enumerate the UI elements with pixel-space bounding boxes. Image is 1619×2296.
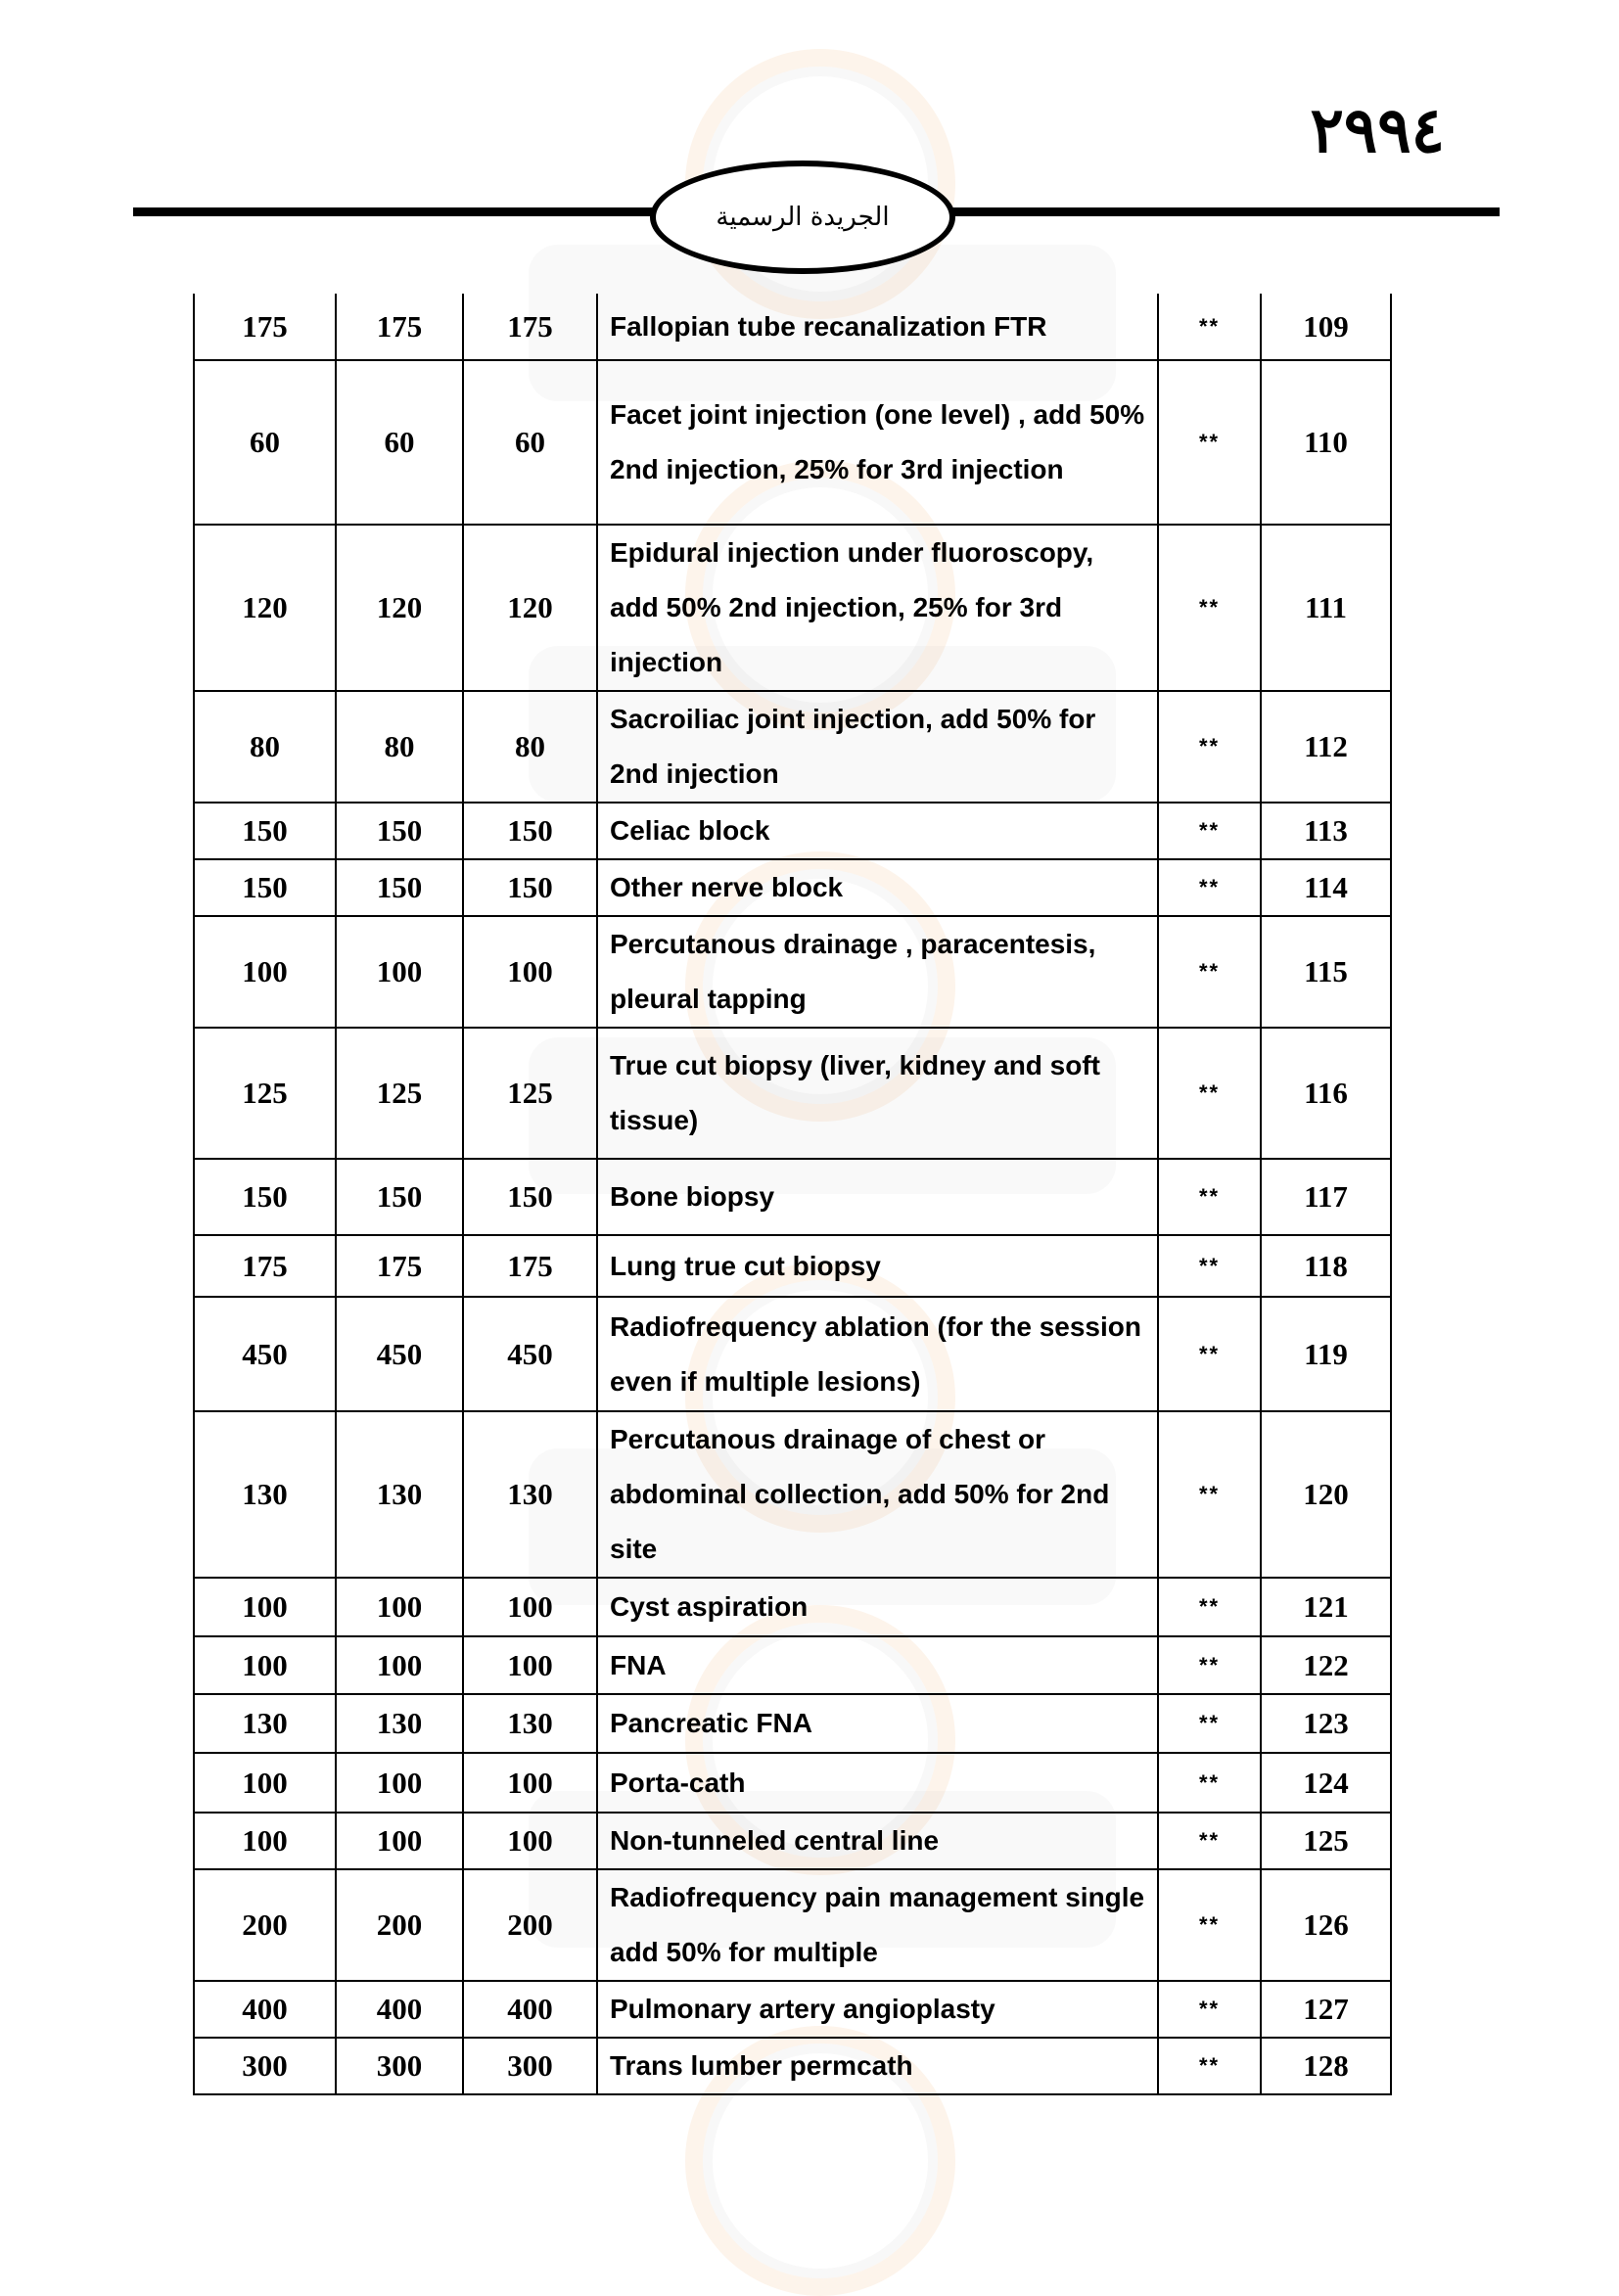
table-row	[194, 1813, 1391, 1869]
fee-value-3: 130	[463, 1411, 597, 1578]
procedure-mark: **	[1158, 1813, 1261, 1869]
fee-value-2: 120	[336, 525, 463, 691]
item-number: 122	[1261, 1636, 1391, 1694]
fee-value-2: 100	[336, 1578, 463, 1636]
fee-value-3: 100	[463, 1753, 597, 1813]
page-number: ٢٩٩٤	[1310, 94, 1445, 167]
fee-value-3: 100	[463, 1813, 597, 1869]
item-number: 126	[1261, 1869, 1391, 1981]
fee-value-3: 130	[463, 1694, 597, 1753]
table-row	[194, 916, 1391, 1028]
procedure-description: FNA	[597, 1636, 1158, 1694]
item-number: 114	[1261, 859, 1391, 916]
table-row	[194, 525, 1391, 691]
fee-value-1: 100	[194, 1636, 336, 1694]
fee-value-2: 150	[336, 859, 463, 916]
procedure-description: Epidural injection under fluoroscopy, add 50% 2nd injection, 25% for 3rd injection	[597, 525, 1158, 691]
fee-value-2: 130	[336, 1411, 463, 1578]
table-row	[194, 691, 1391, 803]
fee-value-2: 130	[336, 1694, 463, 1753]
procedure-mark: **	[1158, 1981, 1261, 2038]
fee-value-1: 100	[194, 1578, 336, 1636]
fee-value-3: 150	[463, 803, 597, 859]
procedure-mark: **	[1158, 360, 1261, 525]
table-row	[194, 803, 1391, 859]
procedure-mark: **	[1158, 1694, 1261, 1753]
fee-table	[193, 294, 1392, 2095]
table-row	[194, 1636, 1391, 1694]
fee-value-3: 120	[463, 525, 597, 691]
table-row	[194, 1694, 1391, 1753]
procedure-description: Porta-cath	[597, 1753, 1158, 1813]
fee-value-2: 60	[336, 360, 463, 525]
procedure-description: Radiofrequency pain management single add 50% for multiple	[597, 1869, 1158, 1981]
fee-value-2: 125	[336, 1028, 463, 1159]
procedure-mark: **	[1158, 803, 1261, 859]
fee-value-3: 100	[463, 916, 597, 1028]
item-number: 117	[1261, 1159, 1391, 1235]
table-row	[194, 1159, 1391, 1235]
fee-value-2: 450	[336, 1297, 463, 1411]
fee-value-1: 130	[194, 1694, 336, 1753]
procedure-description: Pancreatic FNA	[597, 1694, 1158, 1753]
fee-value-3: 150	[463, 859, 597, 916]
table-row	[194, 1297, 1391, 1411]
procedure-description: Percutanous drainage of chest or abdominal collection, add 50% for 2nd site	[597, 1411, 1158, 1578]
procedure-mark: **	[1158, 1411, 1261, 1578]
fee-value-1: 175	[194, 1235, 336, 1297]
item-number: 127	[1261, 1981, 1391, 2038]
table-row	[194, 1578, 1391, 1636]
table-row	[194, 1981, 1391, 2038]
fee-value-2: 100	[336, 1813, 463, 1869]
procedure-mark: **	[1158, 1578, 1261, 1636]
fee-value-1: 150	[194, 859, 336, 916]
item-number: 120	[1261, 1411, 1391, 1578]
fee-value-1: 80	[194, 691, 336, 803]
procedure-description: Percutanous drainage , paracentesis, pleural tapping	[597, 916, 1158, 1028]
procedure-description: Pulmonary artery angioplasty	[597, 1981, 1158, 2038]
fee-value-1: 100	[194, 1753, 336, 1813]
procedure-mark: **	[1158, 1753, 1261, 1813]
procedure-description: Non-tunneled central line	[597, 1813, 1158, 1869]
table-row	[194, 1028, 1391, 1159]
fee-value-3: 100	[463, 1636, 597, 1694]
item-number: 125	[1261, 1813, 1391, 1869]
procedure-description: Other nerve block	[597, 859, 1158, 916]
item-number: 109	[1261, 294, 1391, 360]
fee-value-3: 150	[463, 1159, 597, 1235]
fee-value-1: 130	[194, 1411, 336, 1578]
fee-value-3: 200	[463, 1869, 597, 1981]
fee-value-1: 60	[194, 360, 336, 525]
procedure-mark: **	[1158, 1028, 1261, 1159]
fee-value-2: 100	[336, 916, 463, 1028]
procedure-mark: **	[1158, 294, 1261, 360]
fee-value-2: 200	[336, 1869, 463, 1981]
fee-value-1: 200	[194, 1869, 336, 1981]
item-number: 118	[1261, 1235, 1391, 1297]
fee-value-1: 125	[194, 1028, 336, 1159]
fee-value-1: 300	[194, 2038, 336, 2094]
procedure-mark: **	[1158, 525, 1261, 691]
table-row	[194, 360, 1391, 525]
item-number: 128	[1261, 2038, 1391, 2094]
fee-value-2: 300	[336, 2038, 463, 2094]
procedure-description: Bone biopsy	[597, 1159, 1158, 1235]
procedure-description: Celiac block	[597, 803, 1158, 859]
table-row	[194, 1869, 1391, 1981]
table-row	[194, 859, 1391, 916]
fee-value-1: 120	[194, 525, 336, 691]
gazette-title: الجريدة الرسمية	[716, 203, 890, 232]
fee-value-3: 450	[463, 1297, 597, 1411]
fee-value-2: 80	[336, 691, 463, 803]
fee-value-3: 80	[463, 691, 597, 803]
item-number: 124	[1261, 1753, 1391, 1813]
fee-value-2: 175	[336, 294, 463, 360]
procedure-mark: **	[1158, 1869, 1261, 1981]
fee-value-1: 150	[194, 803, 336, 859]
fee-value-2: 150	[336, 1159, 463, 1235]
fee-value-1: 100	[194, 1813, 336, 1869]
item-number: 113	[1261, 803, 1391, 859]
procedure-mark: **	[1158, 1159, 1261, 1235]
fee-value-3: 100	[463, 1578, 597, 1636]
table-row	[194, 294, 1391, 360]
procedure-mark: **	[1158, 1297, 1261, 1411]
procedure-description: Sacroiliac joint injection, add 50% for 2nd injection	[597, 691, 1158, 803]
fee-value-2: 100	[336, 1636, 463, 1694]
procedure-mark: **	[1158, 691, 1261, 803]
fee-value-3: 175	[463, 1235, 597, 1297]
item-number: 111	[1261, 525, 1391, 691]
table-row	[194, 2038, 1391, 2094]
item-number: 121	[1261, 1578, 1391, 1636]
fee-value-1: 150	[194, 1159, 336, 1235]
fee-value-3: 175	[463, 294, 597, 360]
fee-value-2: 400	[336, 1981, 463, 2038]
table-row	[194, 1753, 1391, 1813]
fee-value-2: 150	[336, 803, 463, 859]
procedure-mark: **	[1158, 1636, 1261, 1694]
fee-value-2: 100	[336, 1753, 463, 1813]
procedure-description: Trans lumber permcath	[597, 2038, 1158, 2094]
fee-value-1: 450	[194, 1297, 336, 1411]
item-number: 116	[1261, 1028, 1391, 1159]
fee-value-2: 175	[336, 1235, 463, 1297]
item-number: 110	[1261, 360, 1391, 525]
procedure-description: Fallopian tube recanalization FTR	[597, 294, 1158, 360]
procedure-mark: **	[1158, 859, 1261, 916]
procedure-mark: **	[1158, 916, 1261, 1028]
fee-value-3: 125	[463, 1028, 597, 1159]
procedure-mark: **	[1158, 1235, 1261, 1297]
fee-value-3: 300	[463, 2038, 597, 2094]
item-number: 115	[1261, 916, 1391, 1028]
item-number: 112	[1261, 691, 1391, 803]
item-number: 119	[1261, 1297, 1391, 1411]
fee-value-3: 60	[463, 360, 597, 525]
procedure-description: Lung true cut biopsy	[597, 1235, 1158, 1297]
table-row	[194, 1235, 1391, 1297]
fee-value-1: 175	[194, 294, 336, 360]
procedure-description: Facet joint injection (one level) , add 50% 2nd injection, 25% for 3rd injection	[597, 360, 1158, 525]
procedure-mark: **	[1158, 2038, 1261, 2094]
table-row	[194, 1411, 1391, 1578]
item-number: 123	[1261, 1694, 1391, 1753]
fee-value-3: 400	[463, 1981, 597, 2038]
procedure-description: Cyst aspiration	[597, 1578, 1158, 1636]
header-oval	[650, 161, 955, 274]
fee-value-1: 400	[194, 1981, 336, 2038]
procedure-description: Radiofrequency ablation (for the session even if multiple lesions)	[597, 1297, 1158, 1411]
procedure-description: True cut biopsy (liver, kidney and soft tissue)	[597, 1028, 1158, 1159]
fee-value-1: 100	[194, 916, 336, 1028]
